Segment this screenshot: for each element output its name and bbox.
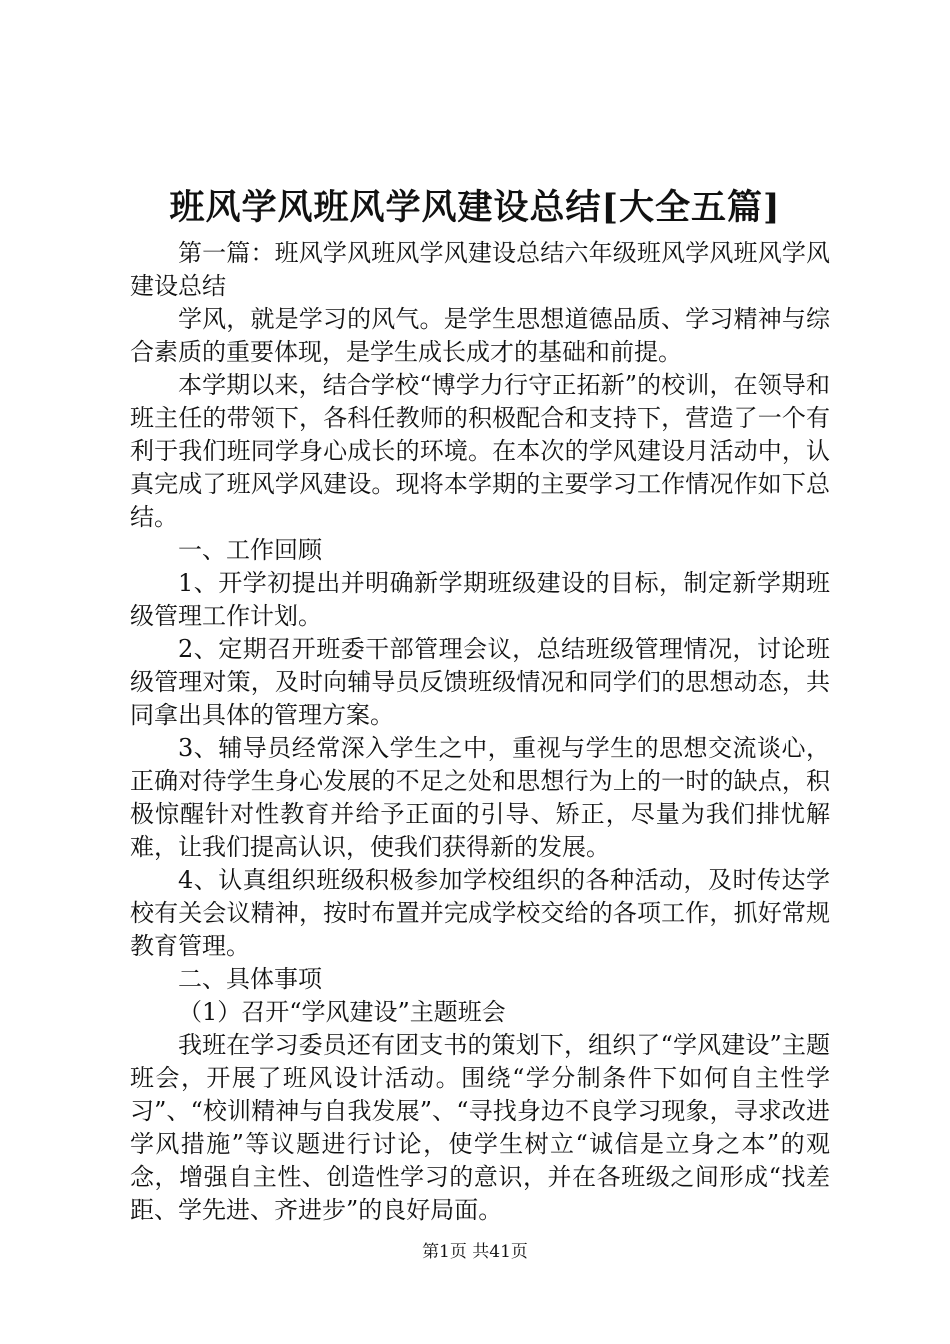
page-number: 第1页 共41页 [422,1242,528,1262]
paragraph: 4、认真组织班级积极参加学校组织的各种活动，及时传达学校有关会议精神，按时布置并完成学校交给的各项工作，抓好常规教育管理。 [130,866,830,960]
section-heading: 二、具体事项 [178,965,322,993]
section-heading: 一、工作回顾 [178,536,322,564]
paragraph-heading: 第一篇：班风学风班风学风建设总结六年级班风学风班风学风建设总结 [130,239,830,300]
paragraph: 本学期以来，结合学校“博学力行守正拓新”的校训，在领导和班主任的带领下，各科任教师的积极配合和支持下，营造了一个有利于我们班同学身心成长的环境。在本次的学风建设月活动中，认真完成了班风学风建设。现将本学期的主要学习工作情况作如下总结。 [130,371,830,531]
paragraph: 2、定期召开班委干部管理会议，总结班级管理情况，讨论班级管理对策，及时向辅导员反馈班级情况和同学们的思想动态，共同拿出具体的管理方案。 [130,635,830,729]
subsection-heading: （1）召开“学风建设”主题班会 [178,998,506,1026]
paragraph: 学风，就是学习的风气。是学生思想道德品质、学习精神与综合素质的重要体现，是学生成长成才的基础和前提。 [130,305,830,366]
document-title: 班风学风班风学风建设总结[大全五篇] [169,187,781,228]
paragraph: 1、开学初提出并明确新学期班级建设的目标，制定新学期班级管理工作计划。 [130,569,830,630]
paragraph: 我班在学习委员还有团支书的策划下，组织了“学风建设”主题班会，开展了班风设计活动。围绕“学分制条件下如何自主性学习”、“校训精神与自我发展”、“寻找身边不良学习现象，寻求改进学风措施”等议题进行讨论，使学生树立“诚信是立身之本”的观念，增强自主性、创造性学习的意识，并在各班级之间形成“找差距、学先进、齐进步”的良好局面。 [130,1031,830,1224]
paragraph: 3、辅导员经常深入学生之中，重视与学生的思想交流谈心，正确对待学生身心发展的不足之处和思想行为上的一时的缺点，积极惊醒针对性教育并给予正面的引导、矫正，尽量为我们排忧解难，让我们提高认识，使我们获得新的发展。 [130,734,830,861]
document-body [130,237,830,1227]
